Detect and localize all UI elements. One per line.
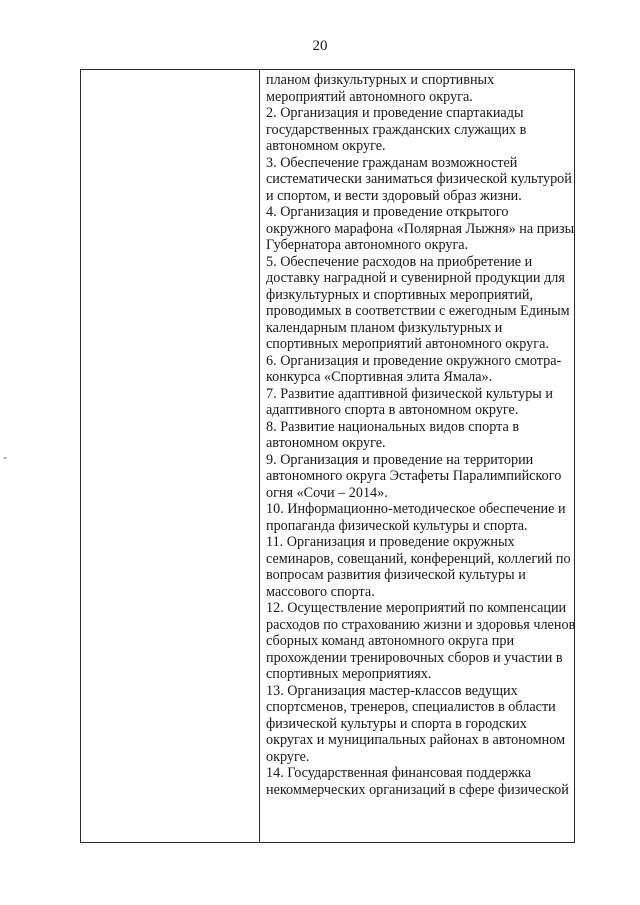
text-line: 11. Организация и проведение окружных	[266, 534, 515, 550]
text-line: округе.	[266, 748, 310, 765]
text-line: 4. Организация и проведение открытого	[266, 204, 509, 220]
text-line: 8. Развитие национальных видов спорта в	[266, 418, 520, 435]
text-line: 12. Осуществление мероприятий по компенсации	[266, 600, 567, 616]
text-line: систематически заниматься физической культурой	[266, 171, 572, 187]
text-line: 13. Организация мастер-классов ведущих	[266, 682, 518, 699]
text-line: вопросам развития физической культуры и	[266, 567, 526, 583]
text-line: 3. Обеспечение гражданам возможностей	[266, 154, 518, 171]
text-line: семинаров, совещаний, конференций, коллегий по	[266, 550, 571, 567]
table-left-cell	[81, 70, 259, 842]
text-line: физкультурных и спортивных мероприятий,	[266, 286, 534, 303]
text-line: 2. Организация и проведение спартакиады	[266, 105, 524, 121]
text-line: округах и муниципальных районах в автономном	[266, 732, 566, 748]
text-line: 10. Информационно-методическое обеспечение и	[266, 501, 566, 517]
text-line: мероприятий автономного округа.	[266, 88, 473, 105]
text-line: огня «Сочи – 2014».	[266, 484, 388, 501]
text-line: проводимых в соответствии с ежегодным Единым	[266, 303, 570, 319]
text-line: окружного марафона «Полярная Лыжня» на призы	[266, 220, 575, 237]
text-line: доставку наградной и сувенирной продукции для	[266, 270, 565, 286]
text-line: автономного округа Эстафеты Паралимпийского	[266, 468, 562, 484]
text-line: планом физкультурных и спортивных	[266, 72, 495, 88]
page-number: 20	[312, 38, 328, 54]
text-line: спортивных мероприятиях.	[266, 666, 432, 682]
text-line: сборных команд автономного округа при	[266, 633, 515, 649]
text-line: 5. Обеспечение расходов на приобретение и	[266, 253, 533, 270]
text-line: адаптивного спорта в автономном округе.	[266, 402, 519, 418]
text-line: пропаганда физической культуры и спорта.	[266, 517, 528, 534]
text-line: автономном округе.	[266, 138, 386, 154]
text-line: массового спорта.	[266, 583, 375, 600]
text-line: расходов по страхованию жизни и здоровья членов	[266, 616, 576, 633]
table-right-cell	[266, 72, 576, 798]
text-line: 9. Организация и проведение на территории	[266, 451, 534, 468]
text-line: и спортом, и вести здоровый образ жизни.	[266, 187, 522, 204]
content-table	[80, 69, 575, 843]
text-line: Губернатора автономного округа.	[266, 237, 469, 253]
text-line: спортивных мероприятий автономного округа.	[266, 336, 549, 352]
text-line: прохождении тренировочных сборов и участии в	[266, 649, 563, 666]
column-divider	[259, 70, 260, 842]
text-line: 6. Организация и проведение окружного смотра-	[266, 352, 562, 369]
text-line: государственных гражданских служащих в	[266, 121, 527, 138]
text-line: физической культуры и спорта в городских	[266, 715, 527, 732]
scan-speck	[4, 457, 6, 459]
text-line: 7. Развитие адаптивной физической культуры и	[266, 385, 553, 402]
text-line: автономном округе.	[266, 435, 386, 451]
text-line: спортсменов, тренеров, специалистов в области	[266, 699, 556, 715]
text-line: 14. Государственная финансовая поддержка	[266, 765, 531, 781]
text-line: некоммерческих организаций в сфере физической	[266, 781, 569, 798]
text-line: календарным планом физкультурных и	[266, 319, 503, 336]
text-line: конкурса «Спортивная элита Ямала».	[266, 369, 493, 385]
